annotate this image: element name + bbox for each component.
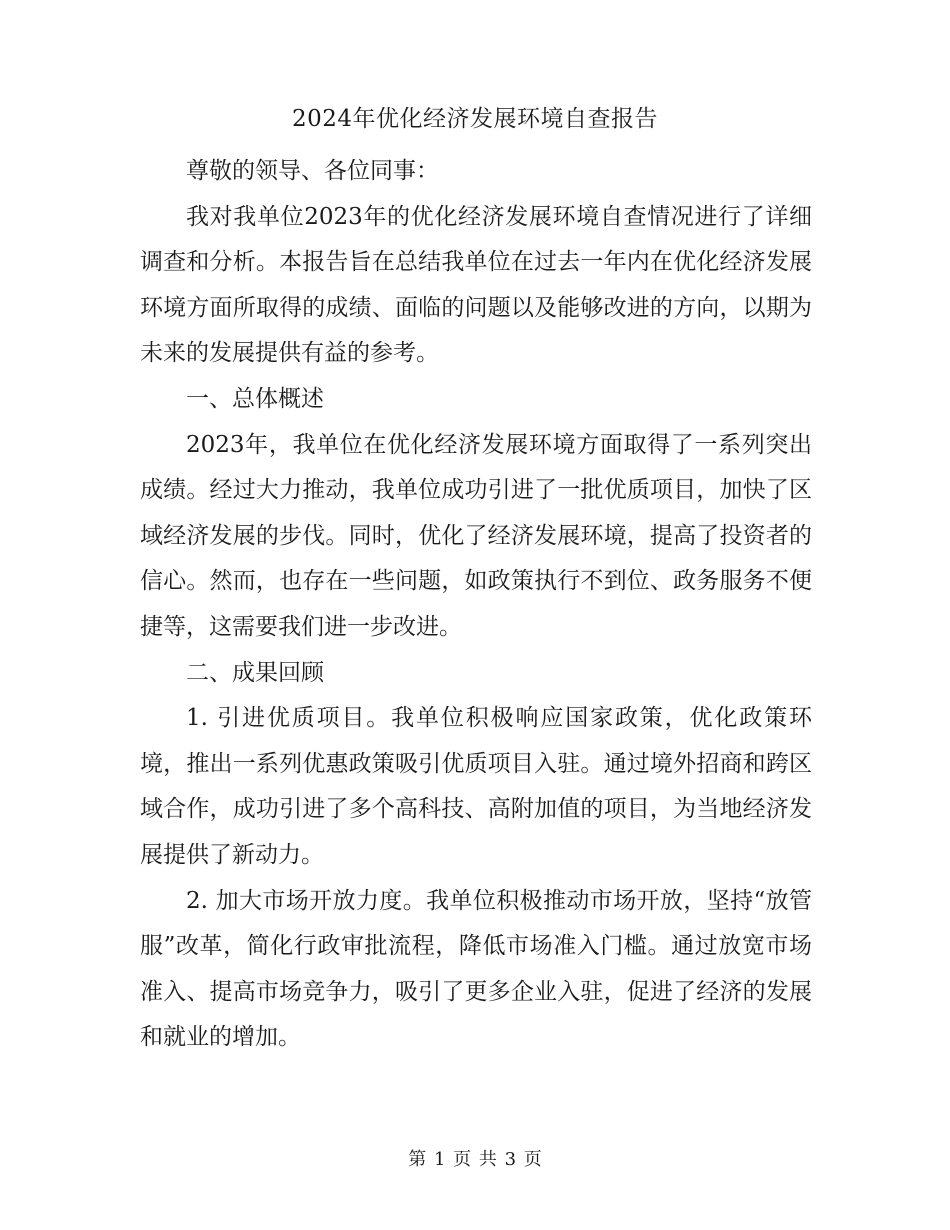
document-title: 2024年优化经济发展环境自查报告: [291, 106, 659, 132]
section-heading-overview: 一、总体概述: [186, 385, 324, 412]
results-item-1: 1. 引进优质项目。我单位积极响应国家政策，优化政策环境，推出一系列优惠政策吸引优质项目入驻。通过境外招商和跨区域合作，成功引进了多个高科技、高附加值的项目，为当地经济发展提供了新动力。: [140, 705, 812, 868]
document-body: [140, 149, 812, 1061]
page-number-footer: 第 1 页 共 3 页: [408, 1149, 542, 1170]
results-item-2: 2. 加大市场开放力度。我单位积极推动市场开放，坚持“放管服”改革，简化行政审批流程，降低市场准入门槛。通过放宽市场准入、提高市场竞争力，吸引了更多企业入驻，促进了经济的发展和就业的增加。: [140, 887, 812, 1051]
salutation: 尊敬的领导、各位同事：: [186, 158, 439, 184]
intro-paragraph: 我对我单位2023年的优化经济发展环境自查情况进行了详细调查和分析。本报告旨在总结我单位在过去一年内在优化经济发展环境方面所取得的成绩、面临的问题以及能够改进的方向，以期为未来的发展提供有益的参考。: [140, 203, 812, 367]
section-heading-results: 二、成果回顾: [186, 659, 324, 686]
overview-paragraph: 2023年，我单位在优化经济发展环境方面取得了一系列突出成绩。经过大力推动，我单位成功引进了一批优质项目，加快了区域经济发展的步伐。同时，优化了经济发展环境，提高了投资者的信心。然而，也存在一些问题，如政策执行不到位、政务服务不便捷等，这需要我们进一步改进。: [140, 431, 812, 640]
